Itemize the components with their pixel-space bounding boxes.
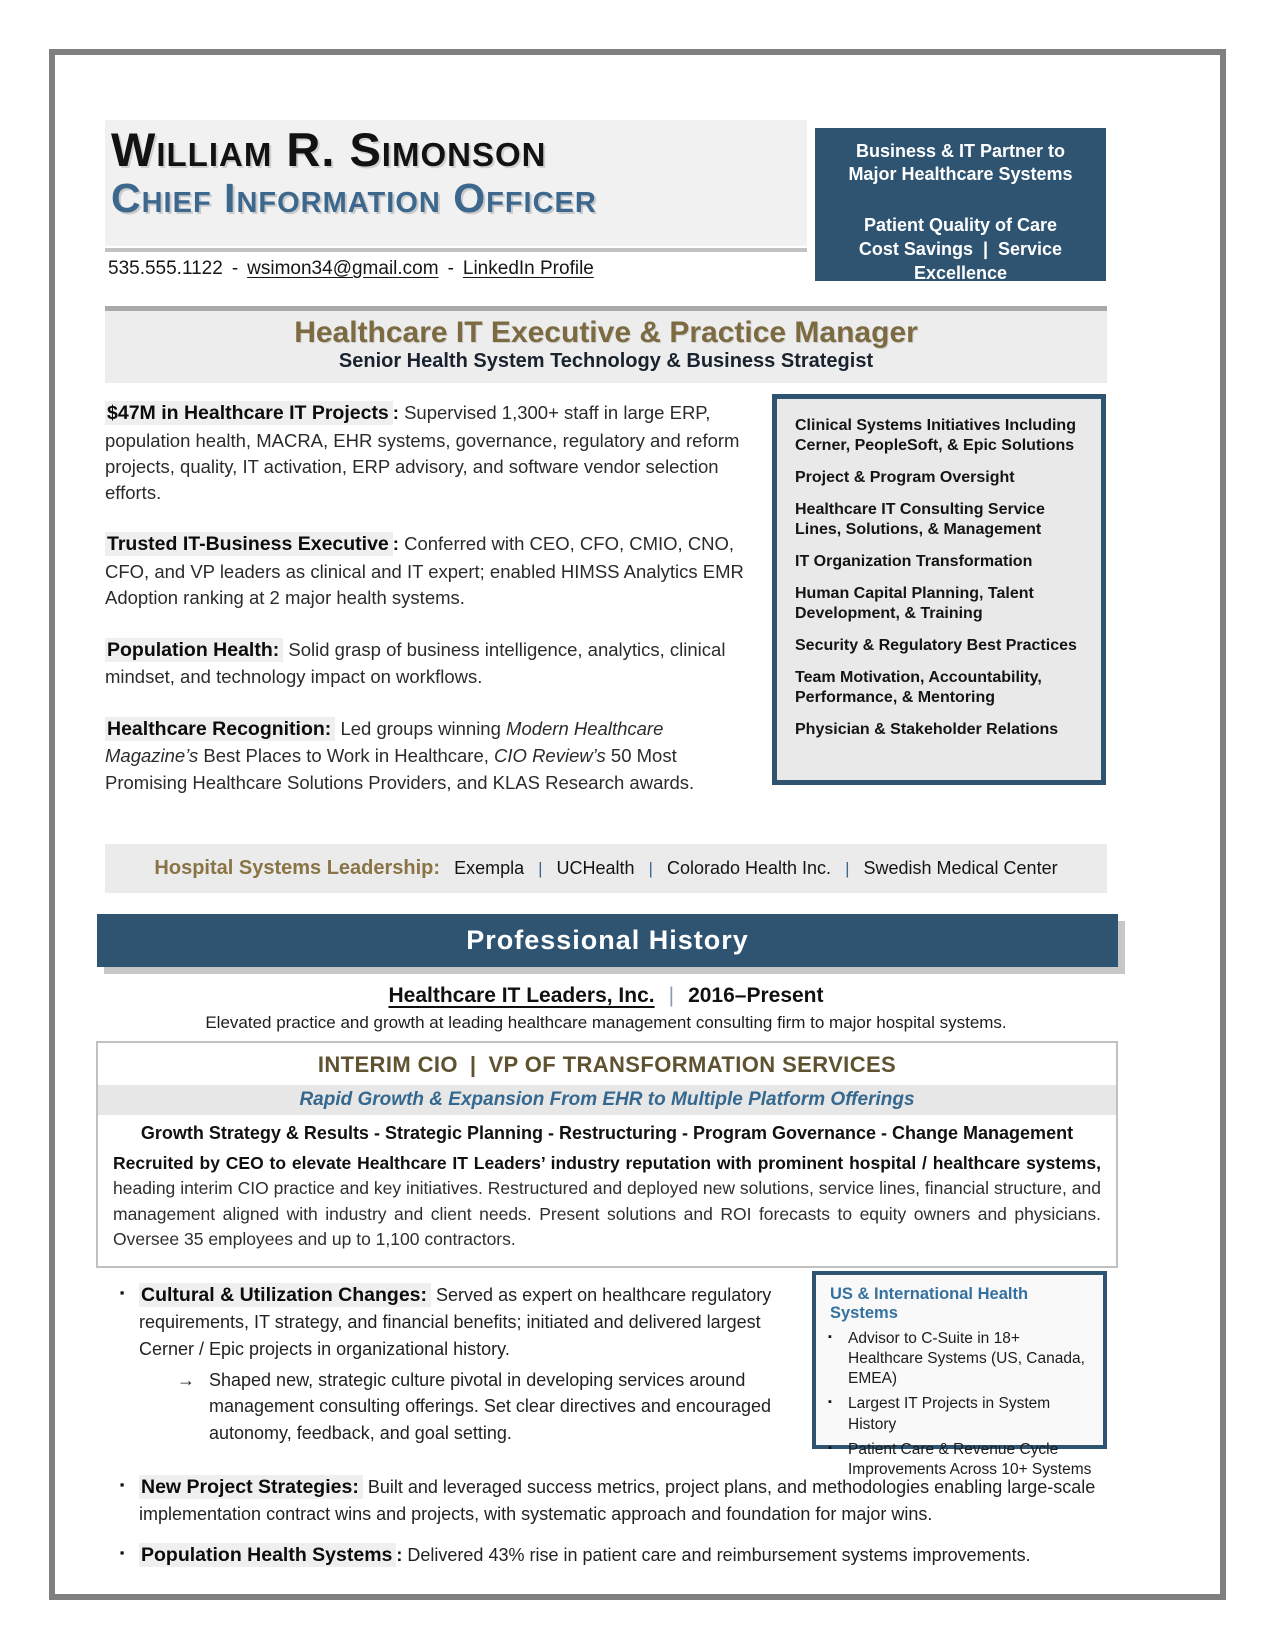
achievement-body: Served as expert on healthcare regulatory requirements, IT strategy, and financial benefits; initiated and delivered largest Cerner / Epic projects in organizational history.	[139, 1285, 772, 1359]
headline-title: Healthcare IT Executive & Practice Manager	[294, 316, 918, 349]
company-row	[105, 984, 1107, 1008]
brand-line2: Patient Quality of Care	[863, 214, 1058, 235]
italic-publication: Modern Healthcare Magazine’s	[105, 717, 664, 767]
job-title-row	[98, 1043, 1116, 1085]
paragraph-lead: Population Health:	[105, 638, 283, 662]
achievement-body: Delivered 43% rise in patient care and reimbursement systems improvements.	[407, 1544, 1031, 1565]
contact-separator: -	[447, 258, 454, 279]
leadership-label: Hospital Systems Leadership:	[154, 857, 441, 879]
summary-paragraph	[105, 637, 755, 691]
achievement-body: Built and leveraged success metrics, project plans, and methodologies enabling large-scale implementation contract wins and projects, with systematic approach and foundation for major wins.	[139, 1476, 1096, 1525]
summary-section	[105, 400, 755, 821]
italic-publication: CIO Review’s	[494, 745, 606, 767]
headline-band	[105, 306, 1107, 383]
expertise-item: Healthcare IT Consulting Service Lines, Solutions, & Management	[795, 501, 1045, 538]
paragraph-body: Supervised 1,300+ staff in large ERP, population health, MACRA, EHR systems, governance, regulatory and reform projects, quality, IT activation, ERP advisory, and software vendor selection efforts.	[105, 402, 740, 504]
leadership-item: Exempla	[454, 858, 525, 878]
square-bullet-icon: ▪	[828, 1441, 832, 1454]
square-bullet-icon: ▪	[828, 1396, 832, 1409]
linkedin-link[interactable]: LinkedIn Profile	[462, 258, 594, 279]
brand-line1: Business & IT Partner to Major Healthcare Systems	[848, 141, 1073, 185]
achievement-text	[139, 1281, 775, 1446]
paragraph-body: Conferred with CEO, CFO, CMIO, CNO, CFO, and VP leaders as clinical and IT expert; enabled HIMSS Analytics EMR Adoption ranking at 2 major health systems.	[105, 533, 744, 609]
leadership-item: UCHealth	[556, 858, 635, 878]
pipe-separator: |	[538, 859, 543, 878]
summary-paragraph	[105, 716, 755, 796]
sub-bullet-text: Shaped new, strategic culture pivotal in developing services around management consulting offerings. Set clear directives and encouraged autonomy, feedback, and goal setting.	[209, 1370, 772, 1443]
achievement-sub-bullet	[177, 1367, 775, 1446]
paragraph-lead: Trusted IT-Business Executive	[105, 532, 393, 556]
person-name: William R. Simonson	[111, 123, 547, 176]
pipe-separator: |	[648, 859, 653, 878]
employment-dates: 2016–Present	[688, 984, 824, 1007]
expertise-item: Clinical Systems Initiatives Including Cerner, PeopleSoft, & Epic Solutions	[795, 417, 1076, 454]
headline-subtitle: Senior Health System Technology & Business Strategist	[338, 350, 874, 372]
contact-separator: -	[231, 258, 239, 279]
achievement-bullet	[105, 1541, 1111, 1569]
paragraph-lead: $47M in Healthcare IT Projects	[105, 401, 393, 425]
leadership-item: Colorado Health Inc.	[666, 858, 832, 878]
achievement-lead: Cultural & Utilization Changes:	[139, 1283, 431, 1307]
brand-line3-left: Cost Savings	[858, 239, 973, 260]
square-bullet-icon: ▪	[119, 1285, 125, 1300]
paragraph-body-text: 50 Most Promising Healthcare Solutions Providers, and KLAS Research awards.	[105, 745, 695, 793]
job-description-rest: heading interim CIO practice and key initiatives. Restructured and deployed new solutions, service lines, financial structure, and management aligned with industry and client needs. Present solutions and ROI forecasts to equity owners and physicians. Oversee 35 employees and up to 1,100 contractors.	[113, 1178, 1101, 1250]
pipe-separator: |	[982, 239, 988, 260]
health-systems-bullet	[828, 1440, 1093, 1480]
pipe-separator: |	[845, 859, 850, 878]
job-title-secondary: VP OF TRANSFORMATION SERVICES	[488, 1052, 897, 1077]
achievement-lead: New Project Strategies:	[139, 1475, 363, 1499]
expertise-item: Security & Regulatory Best Practices	[795, 637, 1077, 654]
arrow-icon: →	[177, 1370, 195, 1390]
job-title-primary: INTERIM CIO	[317, 1052, 458, 1077]
health-systems-bullet-text: Largest IT Projects in System History	[848, 1395, 1051, 1433]
achievement-bullet	[105, 1473, 1111, 1528]
square-bullet-icon: ▪	[119, 1476, 125, 1492]
person-title: Chief Information Officer	[111, 174, 597, 221]
summary-paragraph	[105, 531, 755, 611]
square-bullet-icon: ▪	[828, 1331, 832, 1343]
job-description	[98, 1148, 1116, 1266]
expertise-item: Physician & Stakeholder Relations	[795, 721, 1059, 738]
expertise-sidebar	[772, 394, 1106, 785]
company-blurb: Elevated practice and growth at leading healthcare management consulting firm to major hospital systems.	[205, 1013, 1007, 1032]
health-systems-bullet-text: Patient Care & Revenue Cycle Improvements Across 10+ Systems	[848, 1440, 1092, 1478]
paragraph-body-text: Led groups winning	[340, 717, 507, 739]
paragraph-lead: Healthcare Recognition:	[105, 717, 335, 741]
company-name: Healthcare IT Leaders, Inc.	[388, 984, 655, 1007]
email-link[interactable]: wsimon34@gmail.com	[247, 258, 439, 279]
leadership-band	[105, 844, 1107, 893]
phone-number: 535.555.1122	[108, 258, 223, 279]
section-banner-professional-history: Professional History	[97, 914, 1118, 967]
expertise-item: Team Motivation, Accountability, Performance, & Mentoring	[795, 669, 1042, 706]
pipe-separator: |	[469, 1052, 477, 1077]
paragraph-body: Solid grasp of business intelligence, analytics, clinical mindset, and technology impact on workflows.	[105, 638, 726, 688]
job-keywords: Growth Strategy & Results - Strategic Planning - Restructuring - Program Governance - Change Management	[140, 1123, 1074, 1143]
achievement-text	[139, 1473, 1111, 1528]
job-description-bold: Recruited by CEO to elevate Healthcare IT Leaders’ industry reputation with prominent hospital / healthcare systems,	[113, 1153, 1101, 1173]
lead-colon: :	[396, 1544, 403, 1565]
square-bullet-icon: ▪	[119, 1544, 125, 1560]
brand-value-box	[815, 128, 1106, 281]
expertise-item: IT Organization Transformation	[795, 553, 1033, 570]
health-systems-box	[812, 1271, 1107, 1478]
summary-paragraph	[105, 400, 755, 506]
health-systems-box-title: US & International Health Systems	[830, 1285, 1029, 1322]
contact-row	[108, 258, 810, 280]
achievement-text	[139, 1541, 1111, 1569]
brand-line3-right: Service Excellence	[913, 239, 1063, 283]
lead-colon: :	[392, 402, 399, 423]
achievement-lead: Population Health Systems	[139, 1543, 396, 1567]
paragraph-body-text: Best Places to Work in Healthcare,	[198, 745, 495, 767]
expertise-item: Human Capital Planning, Talent Development, & Training	[795, 585, 1034, 622]
brand-line3	[815, 238, 1106, 285]
health-systems-bullet	[828, 1394, 1093, 1434]
health-systems-bullet-text: Advisor to C-Suite in 18+ Healthcare Systems (US, Canada, EMEA)	[848, 1330, 1085, 1388]
header-name-block	[105, 120, 807, 246]
health-systems-bullet	[828, 1329, 1093, 1389]
expertise-item: Project & Program Oversight	[795, 469, 1015, 486]
leadership-item: Swedish Medical Center	[863, 858, 1058, 878]
job-tagline: Rapid Growth & Expansion From EHR to Multiple Platform Offerings	[98, 1085, 1116, 1115]
lead-colon: :	[392, 533, 399, 555]
job-detail-box	[96, 1041, 1118, 1268]
header-divider	[105, 248, 807, 252]
pipe-separator: |	[668, 984, 675, 1007]
